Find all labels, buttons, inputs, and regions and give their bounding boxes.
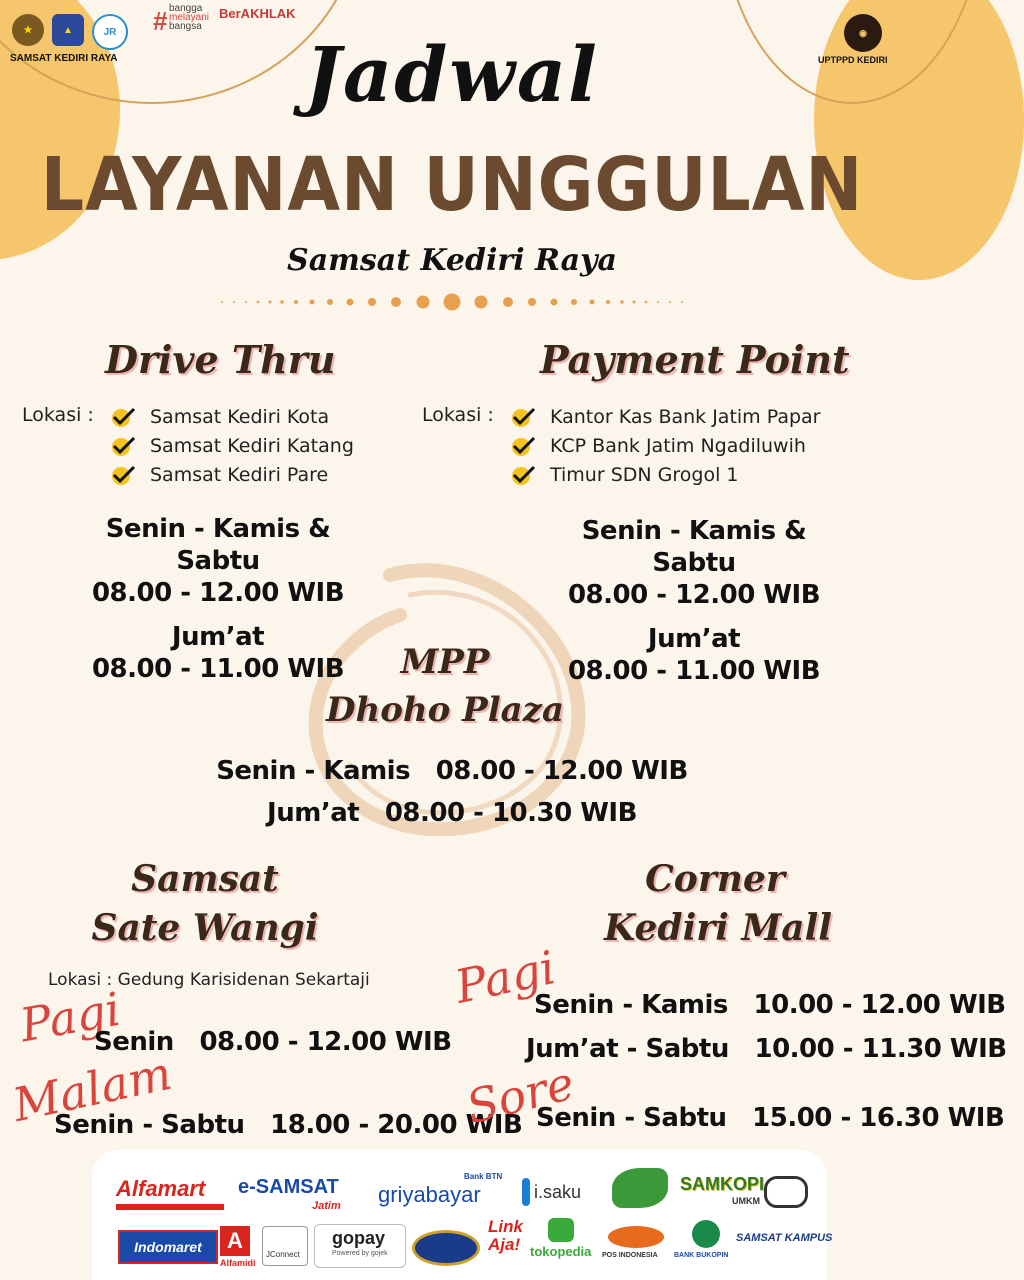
- corner-row-3: Senin - Sabtu 15.00 - 16.30 WIB: [536, 1103, 1005, 1133]
- list-item: [510, 431, 821, 460]
- list-item: [510, 402, 821, 431]
- payment-point-location-label: Lokasi :: [422, 404, 494, 426]
- location-text: KCP Bank Jatim Ngadiluwih: [550, 434, 806, 457]
- check-icon: [510, 464, 536, 486]
- alfamidi-icon: A: [220, 1226, 250, 1256]
- list-item: [110, 402, 354, 431]
- corner-row-1: Senin - Kamis 10.00 - 12.00 WIB: [534, 990, 1006, 1020]
- mpp-row-1: Senin - Kamis 08.00 - 12.00 WIB: [216, 756, 688, 786]
- jatim-logo-icon: ▲: [52, 14, 84, 46]
- check-icon: [110, 435, 136, 457]
- jconnect-logo: JConnect: [266, 1250, 300, 1259]
- page-title: LAYANAN UNGGULAN: [40, 142, 864, 228]
- location-text: Kantor Kas Bank Jatim Papar: [550, 405, 821, 428]
- mpp-subtitle: Dhoho Plaza: [326, 690, 564, 730]
- title-script: Jadwal: [305, 30, 599, 119]
- sate-wangi-malam-row: Senin - Sabtu 18.00 - 20.00 WIB: [54, 1110, 523, 1140]
- isaku-icon: [522, 1178, 530, 1206]
- alfamart-stripe: [116, 1204, 224, 1210]
- griya-bank-label: Bank BTN: [464, 1172, 503, 1181]
- bangga-line2: melayani: [169, 12, 210, 23]
- drive-thru-location-label: Lokasi :: [22, 404, 94, 426]
- sate-wangi-pagi-row: Senin 08.00 - 12.00 WIB: [94, 1027, 452, 1057]
- list-item: [510, 460, 821, 489]
- bangga-line1: bangga: [169, 3, 203, 14]
- isaku-logo: i.saku: [534, 1182, 582, 1202]
- check-icon: [110, 406, 136, 428]
- sate-wangi-subtitle: Sate Wangi: [91, 907, 319, 949]
- indomaret-logo: Indomaret: [118, 1230, 218, 1264]
- payment-point-locations: [510, 402, 821, 489]
- schedule-days: Jum’at: [647, 624, 741, 654]
- payment-point-title: Payment Point: [540, 337, 850, 382]
- gopay-sub: Powered by gojek: [332, 1250, 388, 1257]
- payment-partners-panel: [92, 1150, 833, 1280]
- drive-thru-title: Drive Thru: [105, 337, 336, 382]
- schedule-hours: 08.00 - 12.00 WIB: [567, 580, 821, 610]
- corner-row-2: Jum’at - Sabtu 10.00 - 11.30 WIB: [526, 1034, 1007, 1064]
- bumdes-logo-icon: [612, 1168, 668, 1208]
- mpp-title: MPP: [400, 642, 490, 682]
- check-icon: [510, 435, 536, 457]
- wing-emblem-icon: [412, 1230, 480, 1266]
- tokopedia-logo: tokopedia: [530, 1244, 592, 1259]
- mpp-row-2: Jum’at 08.00 - 10.30 WIB: [267, 798, 637, 828]
- esamsat-sub: Jatim: [312, 1200, 341, 1212]
- schedule-days: Senin - Kamis & Sabtu: [105, 514, 331, 576]
- pos-indonesia-icon: [608, 1226, 664, 1248]
- partner-ring-icon: [764, 1176, 808, 1208]
- jconnect-box: [262, 1226, 308, 1266]
- check-icon: [510, 406, 536, 428]
- location-text: Samsat Kediri Pare: [150, 463, 329, 486]
- malam-label: Malam: [8, 1045, 177, 1133]
- dot-divider: [220, 291, 690, 313]
- schedule-hours: 08.00 - 11.00 WIB: [567, 656, 821, 686]
- check-icon: [110, 464, 136, 486]
- bukopin-logo: BANK BUKOPIN: [674, 1252, 729, 1259]
- sate-wangi-location: Lokasi : Gedung Karisidenan Sekartaji: [48, 970, 370, 990]
- corner-pagi-label: Pagi: [450, 940, 560, 1014]
- jasa-raharja-logo-icon: JR: [92, 14, 128, 50]
- schedule-days: Jum’at: [171, 622, 265, 652]
- samsat-kampus-logo: SAMSAT KAMPUS: [736, 1232, 833, 1244]
- drive-thru-locations: [110, 402, 354, 489]
- samkopi-logo: SAMKOPI: [680, 1174, 765, 1194]
- esamsat-logo: e-SAMSAT: [238, 1176, 339, 1198]
- linkaja-logo: Link Aja!: [488, 1217, 523, 1254]
- gopay-logo: gopay: [332, 1228, 386, 1248]
- schedule-days: Senin - Kamis & Sabtu: [581, 516, 807, 578]
- schedule-hours: 08.00 - 12.00 WIB: [91, 578, 345, 608]
- corner-title: Corner: [645, 858, 785, 900]
- pos-indonesia-logo: POS INDONESIA: [602, 1252, 658, 1259]
- list-item: [110, 431, 354, 460]
- uptppd-label: UPTPPD KEDIRI: [818, 55, 888, 65]
- location-text: Samsat Kediri Kota: [150, 405, 330, 428]
- page-subtitle: Samsat Kediri Raya: [287, 243, 617, 278]
- samsat-kediri-raya-label: SAMSAT KEDIRI RAYA: [10, 53, 118, 64]
- list-item: [110, 460, 354, 489]
- location-text: Samsat Kediri Katang: [150, 434, 354, 457]
- bukopin-icon: [692, 1220, 720, 1248]
- bangga-line3: bangsa: [169, 21, 202, 32]
- tokopedia-icon: [548, 1218, 574, 1242]
- sate-wangi-title: Samsat: [131, 858, 279, 900]
- griyabayar-logo: griyabayar: [378, 1182, 481, 1207]
- uptppd-logo-icon: ◉: [844, 14, 882, 52]
- berakhlak-logo: BerAKHLAK: [219, 6, 296, 21]
- corner-subtitle: Kediri Mall: [604, 907, 832, 949]
- police-logo-icon: ★: [12, 14, 44, 46]
- samkopi-sub: UMKM: [732, 1196, 760, 1206]
- alfamidi-logo: Alfamidi: [220, 1258, 256, 1268]
- alfamart-logo: Alfamart: [116, 1176, 206, 1201]
- location-text: Timur SDN Grogol 1: [550, 463, 739, 486]
- sore-label: Sore: [461, 1055, 580, 1135]
- hashtag-icon: #: [153, 6, 168, 36]
- schedule-hours: 08.00 - 11.00 WIB: [91, 654, 345, 684]
- pagi-label: Pagi: [16, 981, 125, 1053]
